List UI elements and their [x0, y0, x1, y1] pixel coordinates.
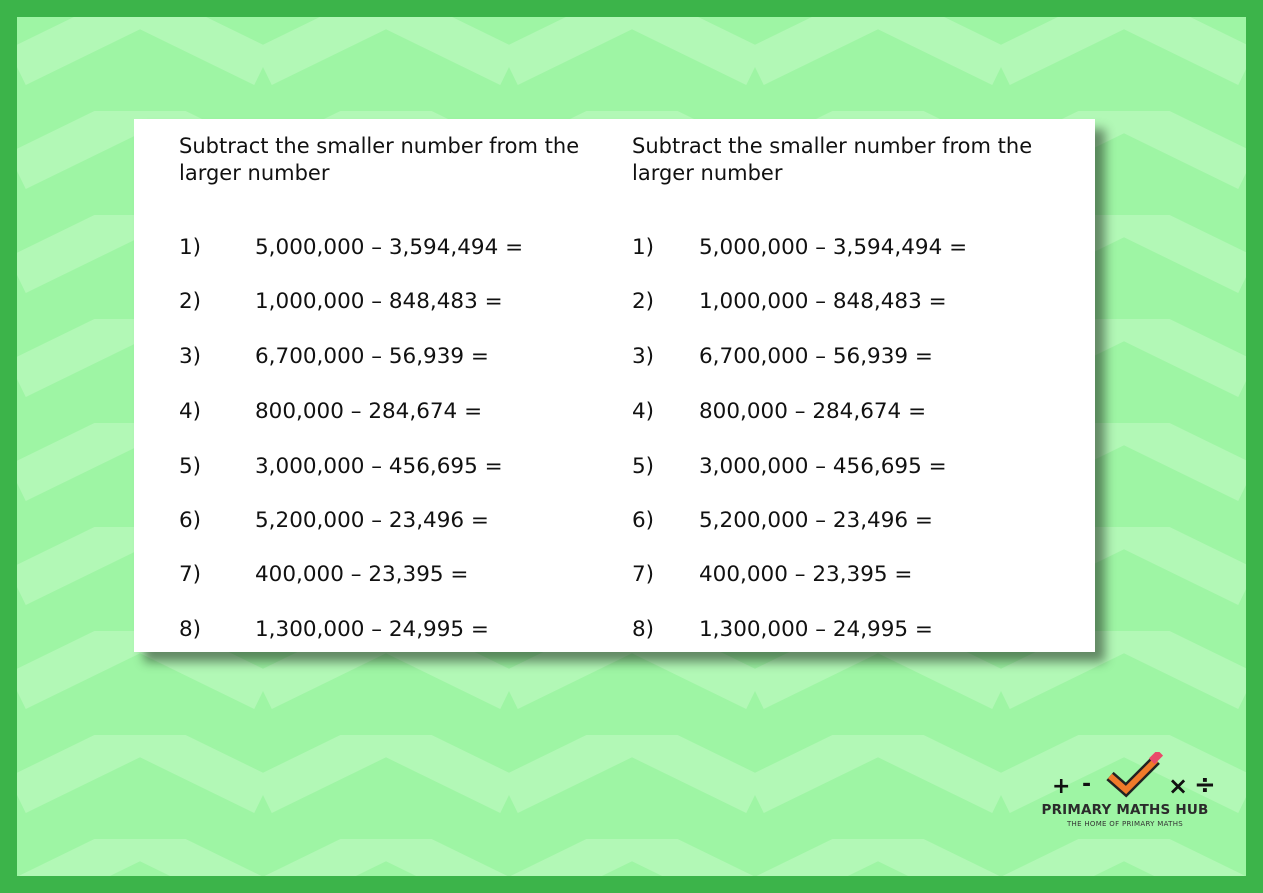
logo-title: PRIMARY MATHS HUB [1041, 802, 1209, 818]
question-expression: 400,000 – 23,395 = [255, 562, 469, 587]
question-number: 3) [632, 344, 655, 369]
question-number: 5) [632, 454, 655, 479]
question-row [179, 615, 619, 645]
question-expression: 3,000,000 – 456,695 = [699, 454, 947, 479]
question-number: 1) [179, 235, 202, 260]
checkmark-pencil-icon [1104, 752, 1166, 800]
question-row [179, 506, 619, 536]
question-row [632, 560, 1072, 590]
question-number: 5) [179, 454, 202, 479]
question-expression: 5,000,000 – 3,594,494 = [699, 235, 968, 260]
question-expression: 800,000 – 284,674 = [699, 399, 927, 424]
question-expression: 6,700,000 – 56,939 = [699, 344, 933, 369]
question-number: 8) [632, 617, 655, 642]
question-number: 6) [632, 508, 655, 533]
question-row [632, 233, 1072, 263]
question-expression: 5,200,000 – 23,496 = [255, 508, 489, 533]
question-number: 8) [179, 617, 202, 642]
question-expression: 400,000 – 23,395 = [699, 562, 913, 587]
question-expression: 5,000,000 – 3,594,494 = [255, 235, 524, 260]
question-number: 4) [632, 399, 655, 424]
question-row [179, 233, 619, 263]
question-row [632, 342, 1072, 372]
question-row [179, 452, 619, 482]
times-symbol: × [1168, 772, 1189, 800]
question-number: 4) [179, 399, 202, 424]
question-number: 2) [632, 289, 655, 314]
question-row [179, 560, 619, 590]
question-expression: 3,000,000 – 456,695 = [255, 454, 503, 479]
worksheet-card [134, 119, 1095, 652]
question-number: 1) [632, 235, 655, 260]
question-row [632, 287, 1072, 317]
minus-symbol: - [1082, 772, 1092, 797]
question-row [179, 342, 619, 372]
plus-symbol: + [1052, 774, 1071, 799]
question-row [632, 452, 1072, 482]
question-expression: 6,700,000 – 56,939 = [255, 344, 489, 369]
question-number: 7) [632, 562, 655, 587]
instruction-text: Subtract the smaller number from the larger number [632, 134, 1033, 185]
question-row [179, 287, 619, 317]
question-number: 2) [179, 289, 202, 314]
question-expression: 1,000,000 – 848,483 = [699, 289, 947, 314]
question-row [632, 506, 1072, 536]
instruction-text: Subtract the smaller number from the larger number [179, 134, 580, 185]
question-expression: 1,300,000 – 24,995 = [255, 617, 489, 642]
primary-maths-hub-logo [1030, 748, 1220, 832]
logo-subtitle: THE HOME OF PRIMARY MATHS [1066, 820, 1184, 828]
question-row [632, 615, 1072, 645]
question-expression: 1,300,000 – 24,995 = [699, 617, 933, 642]
question-number: 7) [179, 562, 202, 587]
question-number: 6) [179, 508, 202, 533]
question-expression: 800,000 – 284,674 = [255, 399, 483, 424]
question-row [179, 397, 619, 427]
question-row [632, 397, 1072, 427]
question-expression: 1,000,000 – 848,483 = [255, 289, 503, 314]
question-number: 3) [179, 344, 202, 369]
question-expression: 5,200,000 – 23,496 = [699, 508, 933, 533]
divide-symbol: ÷ [1194, 770, 1216, 800]
